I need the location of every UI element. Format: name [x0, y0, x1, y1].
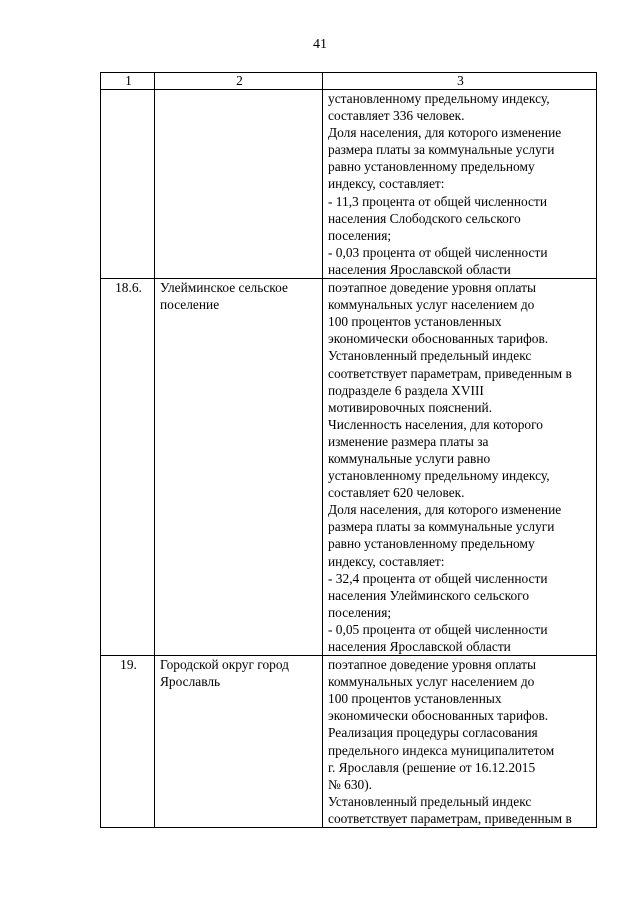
description-line: подразделе 6 раздела XVIII: [328, 382, 484, 398]
description-line: экономически обоснованных тарифов.: [328, 331, 549, 347]
description-line: населения Слободского сельского: [328, 210, 521, 226]
description-line: поселения;: [328, 604, 392, 620]
description-line: соответствует параметрам, приведенным в: [328, 810, 572, 826]
description-line: - 0,05 процента от общей численности: [328, 621, 548, 637]
description-line: Установленный предельный индекс: [328, 793, 532, 809]
page-number: 41: [313, 37, 327, 52]
description-line: установленному предельному индексу,: [328, 91, 550, 106]
municipality-name-line: Улейминское сельское: [160, 280, 288, 296]
description-line: № 630).: [328, 776, 373, 792]
municipality-name-line: поселение: [160, 297, 220, 313]
description-line: размера платы за коммунальные услуги: [328, 519, 555, 535]
description-line: установленному предельному индексу,: [328, 468, 550, 484]
description-line: - 0,03 процента от общей численности: [328, 244, 548, 260]
description-line: Доля населения, для которого изменение: [328, 125, 562, 141]
description-line: населения Ярославской области: [328, 261, 511, 277]
description-line: поэтапное доведение уровня оплаты: [328, 657, 537, 673]
description-line: - 32,4 процента от общей численности: [328, 570, 548, 586]
description-line: населения Улейминского сельского: [328, 587, 530, 603]
row-description: [323, 279, 597, 656]
description-line: Численность населения, для которого: [328, 416, 543, 432]
description-line: Установленный предельный индекс: [328, 348, 532, 364]
description-line: - 11,3 процента от общей численности: [328, 193, 548, 209]
column-header-3: 3: [323, 73, 597, 90]
municipality-name-line: Ярославль: [160, 674, 221, 690]
column-header-1: 1: [101, 73, 155, 90]
description-line: населения Ярославской области: [328, 639, 511, 654]
municipality-name-line: Городской округ город: [160, 657, 289, 673]
description-line: составляет 336 человек.: [328, 108, 465, 124]
description-line: коммунальных услуг населением до: [328, 674, 535, 690]
column-header-2: 2: [155, 73, 323, 90]
row-number: 19.: [101, 656, 155, 828]
table-row: [101, 656, 597, 828]
description-line: Реализация процедуры согласования: [328, 725, 538, 741]
description-line: индексу, составляет:: [328, 553, 445, 569]
row-description: [323, 656, 597, 828]
municipality-name: [155, 90, 323, 279]
description-line: мотивировочных пояснений.: [328, 399, 493, 415]
description-line: г. Ярославля (решение от 16.12.2015: [328, 759, 536, 775]
description-line: экономически обоснованных тарифов.: [328, 708, 549, 724]
municipality-name: [155, 279, 323, 656]
description-line: индексу, составляет:: [328, 176, 445, 192]
row-number: [101, 90, 155, 279]
description-line: равно установленному предельному: [328, 536, 535, 552]
description-line: соответствует параметрам, приведенным в: [328, 365, 572, 381]
description-line: Доля населения, для которого изменение: [328, 502, 562, 518]
description-line: изменение размера платы за: [328, 433, 489, 449]
description-line: 100 процентов установленных: [328, 314, 502, 330]
description-line: поселения;: [328, 227, 392, 243]
description-line: предельного индекса муниципалитетом: [328, 742, 555, 758]
description-line: размера платы за коммунальные услуги: [328, 142, 555, 158]
table-header-row: [101, 73, 597, 90]
table-row: [101, 90, 597, 279]
description-line: коммунальные услуги равно: [328, 450, 491, 466]
description-line: поэтапное доведение уровня оплаты: [328, 280, 537, 296]
description-line: коммунальных услуг населением до: [328, 297, 535, 313]
table-row: [101, 279, 597, 656]
row-description: [323, 90, 597, 279]
municipality-name: [155, 656, 323, 828]
description-line: составляет 620 человек.: [328, 485, 465, 501]
row-number: 18.6.: [101, 279, 155, 656]
description-line: 100 процентов установленных: [328, 691, 502, 707]
tariff-table: [100, 72, 597, 828]
description-line: равно установленному предельному: [328, 159, 535, 175]
